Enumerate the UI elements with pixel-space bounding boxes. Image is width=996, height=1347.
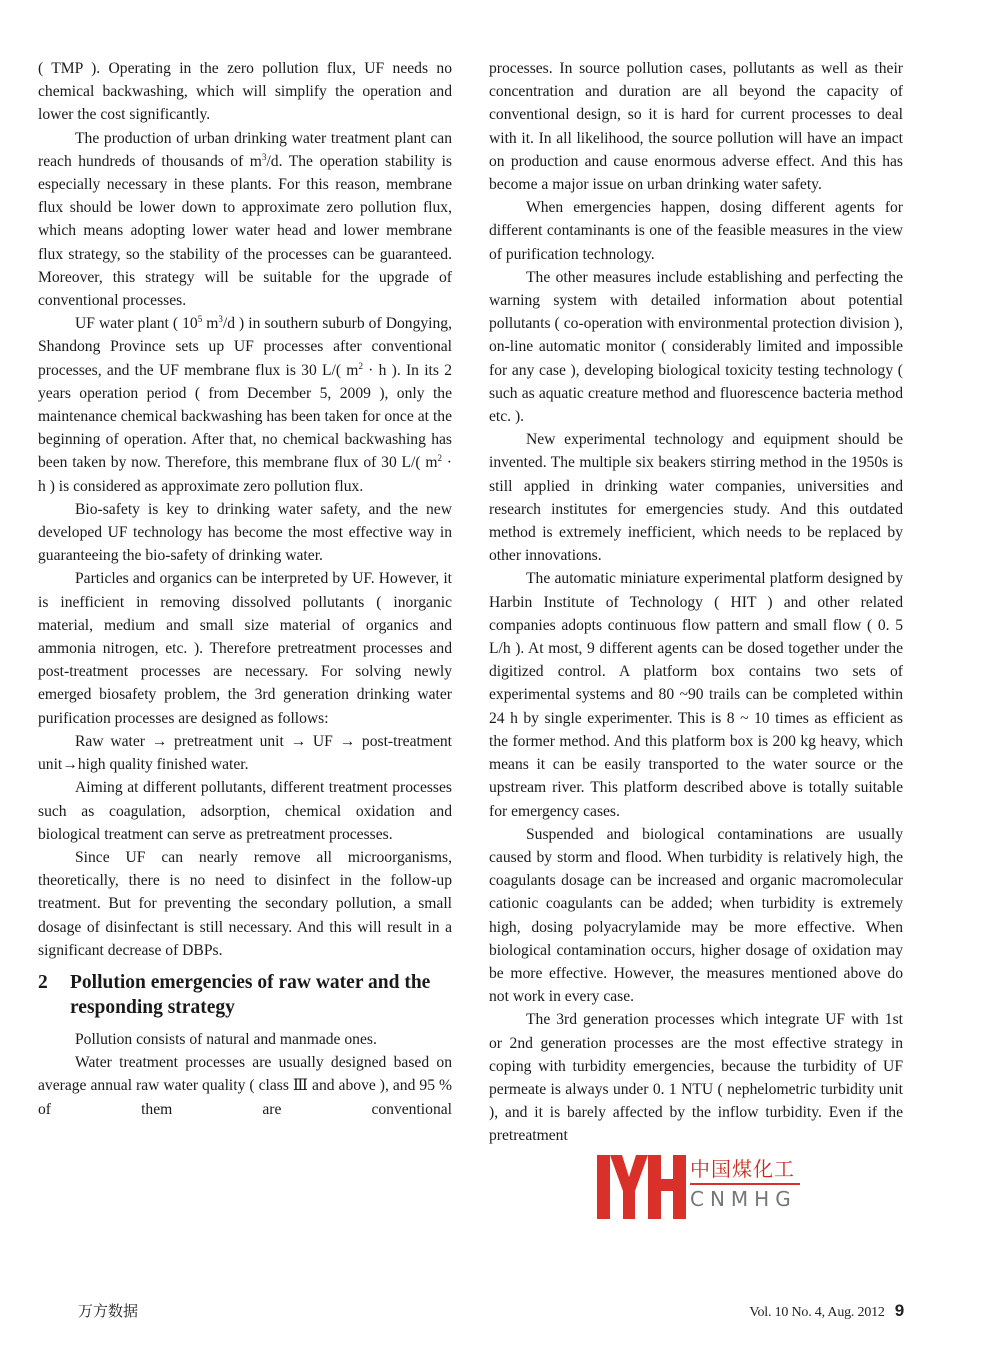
cnmhg-logo-icon [597,1155,687,1219]
section-title: Pollution emergencies of raw water and the responding strategy [70,971,431,1018]
page-number: 9 [894,1301,904,1320]
watermark-logo [594,1153,806,1219]
paragraph: Water treatment processes are usually designed based on average annual raw water quality ( class Ⅲ and above ), and 95 % of them are conventional [38,1054,452,1118]
paragraph: Bio-safety is key to drinking water safety, and the new developed UF technology has become the most effective way in guaranteeing the bio-safety of drinking water. [38,500,452,565]
right-column [489,57,903,1148]
section-number: 2 [38,971,48,993]
paragraph: Particles and organics can be interpreted by UF. However, it is inefficient in removing dissolved pollutants ( inorganic material, medium and small size material of organics and ammonia nitrogen, etc. ). Therefore pretreatment processes and post-treatment processes are necessary. For solving newly emerged biosafety problem, the 3rd generation drinking water purification processes are designed as follows: [38,570,452,727]
paragraph: Since UF can nearly remove all microorganisms, theoretically, there is no need to disinfect in the follow-up treatment. But for preventing the secondary pollution, a small dosage of disinfectant is still necessary. And this will result in a significant decrease of DBPs. [38,848,452,959]
paragraph: The other measures include establishing and perfecting the warning system with detailed information about potential pollutants ( co-operation with environmental protection division ), on-line automatic monitor ( considerably limited and impossible for any case ), developing biological toxicity testing technology ( such as aquatic creature method and fluorescence bacteria method etc. ). [489,268,903,426]
paragraph: The 3rd generation processes which integrate UF with 1st or 2nd generation processes are the most effective strategy in coping with turbidity emergencies, because the turbidity of UF permeate is always under 0. 1 NTU ( nephelometric turbidity unit ), and it is barely affected by the inflow turbidity. Even if the pretreatment [489,1011,903,1145]
paragraph: UF water plant ( $10^5$ $m^3/d$ ) in southern suburb of Dongying, Shandong Province sets up UF processes after conventional processes, and the UF membrane flux is 30 L/( $m^2 \cdot h$ ). In its 2 years operation period ( from December 5, 2009 ), only the maintenance chemical backwashing has been taken for once at the beginning of operation. After that, no chemical backwashing has been taken by now. Therefore, this membrane flux of 30 L/( $m^2 \cdot h$ ) is considered as approximate zero pollution flux. [38,314,452,495]
paragraph: Pollution consists of natural and manmade ones. [75,1030,377,1048]
paragraph: Suspended and biological contaminations are usually caused by storm and flood. When turbidity is relatively high, the coagulants dosage can be increased and organic macromolecular cationic coagulants can be added; when turbidity is extremely high, dosing polyacrylamide may be more effective. When biological contamination occurs, higher dosage of oxidation may be more effective. However, the measures mentioned above do not work in every case. [489,825,903,1006]
paragraph: When emergencies happen, dosing different agents for different contaminants is one of the feasible measures in the view of purification technology. [489,199,903,263]
paragraph: Aiming at different pollutants, different treatment processes such as coagulation, adsorption, chemical oxidation and biological treatment can serve as pretreatment processes. [38,779,452,843]
paragraph: The automatic miniature experimental platform designed by Harbin Institute of Technology ( HIT ) and other related companies adopts continuous flow pattern and small flow ( 0. 5 L/h ). At most, 9 different agents can be dosed together under the digitized control. A platform box contains two sets of experimental systems and 80 ~90 trails can be completed within 24 h by single experimenter. This is 8 ~ 10 times as efficient as the former method. And this platform box is 200 kg heavy, which means it can be easily transported to the water source or the upstream river. This platform described above is totally suitable for emergency cases. [489,570,903,820]
section-heading [38,970,452,1020]
paragraph: New experimental technology and equipment should be invented. The multiple six beakers stirring method in the 1950s is still applied in drinking water companies, universities and research institutes for emergencies study. And this outdated method is extremely inefficient, which needs to be replaced by other innovations. [489,431,903,565]
watermark-chinese-text: 中国煤化工 [690,1157,795,1181]
paragraph: Raw water → pretreatment unit → UF → post-treatment unit→high quality finished water. [38,732,452,774]
footer-journal [749,1301,904,1321]
journal-issue: Vol. 10 No. 4, Aug. 2012 [749,1305,885,1320]
footer-source: 万方数据 [78,1302,139,1320]
watermark-english-text: CNMHG [690,1187,797,1211]
paragraph: ( TMP ). Operating in the zero pollution flux, UF needs no chemical backwashing, which will simplify the operation and lower the cost significantly. [38,60,452,124]
left-column [38,57,452,1121]
watermark-divider [690,1183,800,1185]
paragraph: processes. In source pollution cases, pollutants as well as their concentration and duration are all beyond the capacity of conventional design, so it is hard for current processes to deal with it. In all likelihood, the source pollution will have an impact on production and cause enormous adverse effect. And this has become a major issue on urban drinking water safety. [489,60,903,194]
paragraph: The production of urban drinking water treatment plant can reach hundreds of thousands of $m^3/d$. The operation stability is especially necessary in these plants. For this reason, membrane flux should be lower down to approximate zero pollution flux, which means adopting lower water head and lower membrane flux strategy, so the stability of the processes can be guaranteed. Moreover, this strategy will be suitable for the upgrade of conventional processes. [38,129,452,310]
